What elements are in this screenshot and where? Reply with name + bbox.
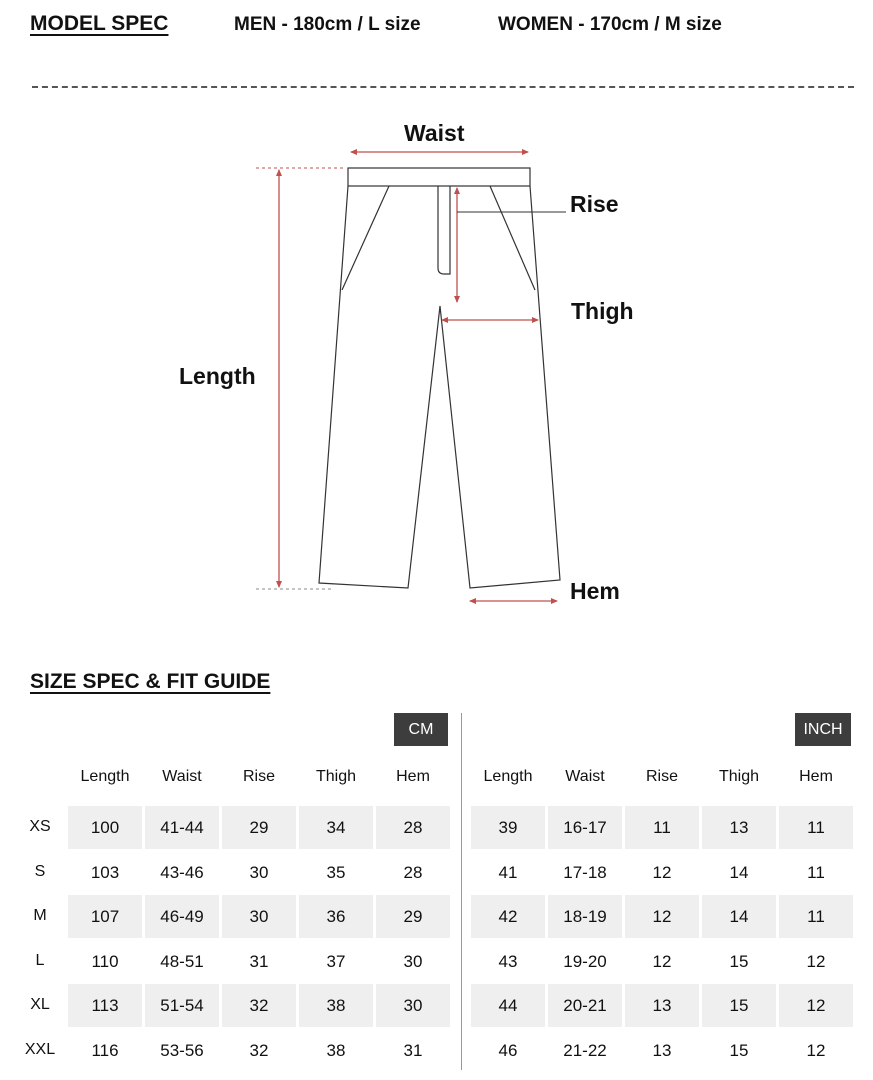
- inch-column-header: Hem: [799, 768, 833, 785]
- right-pocket: [490, 186, 535, 290]
- inch-table-cell: 12: [806, 1040, 826, 1060]
- inch-column-header: Length: [483, 768, 533, 785]
- inch-table-cell: 44: [471, 984, 545, 1027]
- cm-column-header: Length: [80, 768, 130, 785]
- inch-table-cell: 39: [471, 806, 545, 849]
- cm-table-cell: 28: [403, 862, 423, 882]
- inch-table-cell: 17-18: [563, 862, 607, 882]
- table-divider: [461, 713, 462, 1070]
- inch-column-header: Thigh: [718, 768, 760, 785]
- cm-table-cell: 29: [376, 895, 450, 938]
- cm-table-cell: 100: [68, 806, 142, 849]
- cm-table-cell: 30: [403, 951, 423, 971]
- cm-table-cell: 31: [249, 951, 269, 971]
- inch-table-cell: 11: [807, 862, 825, 882]
- cm-table-cell: 36: [299, 895, 373, 938]
- waist-label: Waist: [404, 120, 465, 146]
- cm-table-cell: 30: [249, 862, 269, 882]
- size-row-label: XL: [30, 996, 50, 1013]
- inch-table-cell: 13: [652, 1040, 672, 1060]
- left-pocket: [342, 186, 389, 290]
- cm-column-header: Waist: [162, 768, 202, 785]
- pants-outline: [319, 168, 560, 588]
- inch-table-cell: 16-17: [548, 806, 622, 849]
- inch-table-cell: 15: [702, 984, 776, 1027]
- waistband: [348, 168, 530, 186]
- size-row-label: M: [33, 907, 47, 924]
- cm-table-cell: 35: [326, 862, 346, 882]
- hem-label: Hem: [570, 578, 620, 604]
- inch-table-cell: 12: [779, 984, 853, 1027]
- inch-table-cell: 15: [729, 1040, 749, 1060]
- inch-table-cell: 11: [779, 895, 853, 938]
- cm-table-cell: 30: [222, 895, 296, 938]
- cm-table-cell: 31: [403, 1040, 423, 1060]
- inch-table-cell: 46: [498, 1040, 518, 1060]
- inch-table-cell: 15: [729, 951, 749, 971]
- cm-table-cell: 53-56: [160, 1040, 204, 1060]
- inch-table-cell: 43: [498, 951, 518, 971]
- inch-table-cell: 12: [652, 862, 672, 882]
- inch-table-cell: 14: [702, 895, 776, 938]
- cm-table-cell: 29: [222, 806, 296, 849]
- inch-table-cell: 41: [498, 862, 518, 882]
- inch-table-cell: 11: [779, 806, 853, 849]
- inch-column-header: Rise: [645, 768, 678, 785]
- inch-table-cell: 12: [625, 895, 699, 938]
- rise-label: Rise: [570, 191, 619, 217]
- cm-table-cell: 48-51: [160, 951, 204, 971]
- inch-table-cell: 21-22: [563, 1040, 607, 1060]
- cm-table-cell: 110: [91, 951, 119, 971]
- cm-table-cell: 107: [68, 895, 142, 938]
- cm-column-header: Hem: [396, 768, 430, 785]
- cm-table-cell: 103: [90, 862, 120, 882]
- model-spec-women: WOMEN - 170cm / M size: [498, 14, 722, 35]
- cm-table-cell: 32: [222, 984, 296, 1027]
- inch-column-header: Waist: [565, 768, 605, 785]
- measure-arrows: [279, 152, 557, 601]
- cm-table-cell: 38: [326, 1040, 346, 1060]
- length-label: Length: [179, 363, 256, 389]
- inch-table-cell: 13: [625, 984, 699, 1027]
- cm-table-cell: 46-49: [145, 895, 219, 938]
- cm-table-cell: 28: [376, 806, 450, 849]
- model-spec-title: MODEL SPEC: [30, 12, 169, 35]
- inch-table-cell: 19-20: [563, 951, 607, 971]
- inch-table-cell: 18-19: [548, 895, 622, 938]
- size-row-label: L: [35, 952, 45, 969]
- cm-table-cell: 51-54: [145, 984, 219, 1027]
- cm-table-cell: 116: [91, 1040, 119, 1060]
- inch-table-cell: 13: [702, 806, 776, 849]
- inch-table-cell: 11: [625, 806, 699, 849]
- cm-table-cell: 41-44: [145, 806, 219, 849]
- unit-cm-badge: CM: [394, 713, 448, 746]
- size-row-label: XXL: [24, 1041, 56, 1058]
- cm-table-cell: 113: [68, 984, 142, 1027]
- cm-table-cell: 32: [249, 1040, 269, 1060]
- cm-table-cell: 38: [299, 984, 373, 1027]
- cm-table-cell: 43-46: [160, 862, 204, 882]
- inch-table-cell: 12: [652, 951, 672, 971]
- cm-column-header: Rise: [242, 768, 275, 785]
- thigh-label: Thigh: [571, 298, 634, 324]
- cm-table-cell: 37: [326, 951, 346, 971]
- cm-column-header: Thigh: [315, 768, 357, 785]
- size-spec-title: SIZE SPEC & FIT GUIDE: [30, 670, 271, 693]
- inch-table-cell: 20-21: [548, 984, 622, 1027]
- inch-table-cell: 12: [806, 951, 826, 971]
- inch-table-cell: 14: [729, 862, 749, 882]
- unit-inch-badge: INCH: [795, 713, 851, 746]
- cm-table-cell: 34: [299, 806, 373, 849]
- cm-table-cell: 30: [376, 984, 450, 1027]
- model-spec-men: MEN - 180cm / L size: [234, 14, 421, 35]
- fly: [438, 186, 450, 274]
- size-row-label: XS: [29, 818, 51, 835]
- size-row-label: S: [34, 863, 46, 880]
- inch-table-cell: 42: [471, 895, 545, 938]
